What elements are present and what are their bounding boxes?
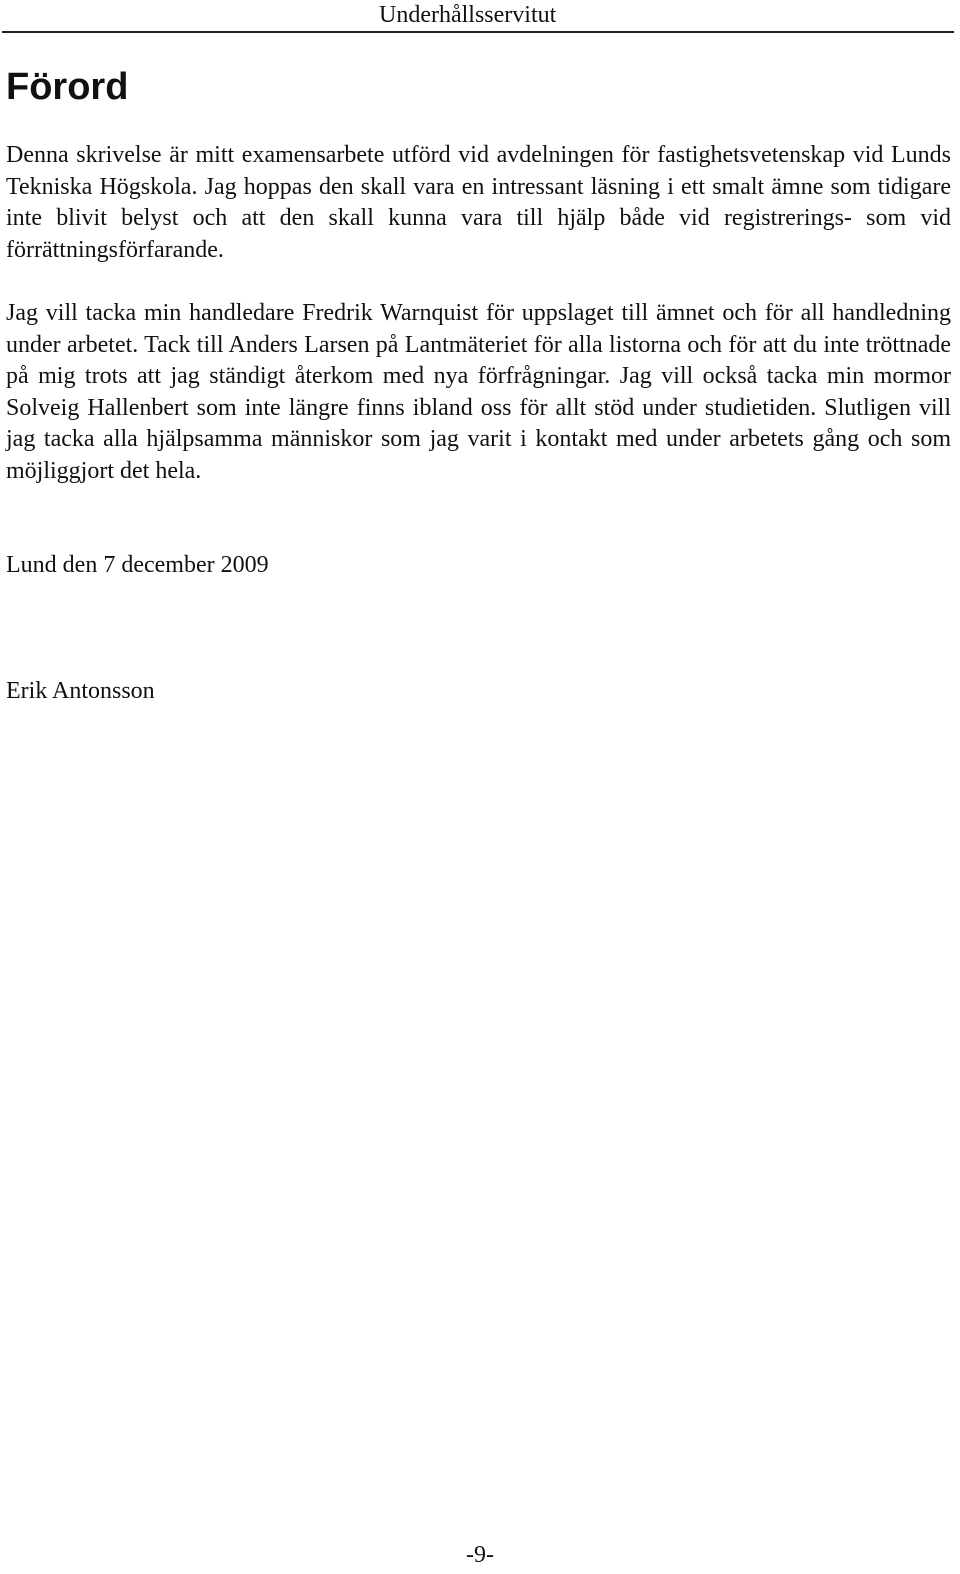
preface-paragraph-1: Denna skrivelse är mitt examensarbete utförd vid avdelningen för fastighetsvetenskap vid Lunds Tekniska Högskola. Jag hoppas den skall vara en intressant läsning i ett smalt ämne som tidigare inte blivit belyst och att den skall kunna vara till hjälp både vid registrerings- som vid förrättningsförfarande. bbox=[6, 142, 951, 263]
running-header-title: Underhållsservitut bbox=[379, 2, 557, 28]
author-signature: Erik Antonsson bbox=[6, 678, 155, 704]
date-line: Lund den 7 december 2009 bbox=[6, 552, 269, 578]
header-divider bbox=[2, 31, 954, 33]
preface-paragraph-2: Jag vill tacka min handledare Fredrik Warnquist för uppslaget till ämnet och för all handledning under arbetet. Tack till Anders Larsen på Lantmäteriet för alla listorna och för att du inte tröttnade på mig trots att jag ständigt återkom med nya förfrågningar. Jag vill också tacka min mormor Solveig Hallenbert som inte längre finns ibland oss för allt stöd under studietiden. Slutligen vill jag tacka alla hjälpsamma människor som jag varit i kontakt med under arbetets gång och som möjliggjort det hela. bbox=[6, 300, 951, 484]
page-number: -9- bbox=[466, 1542, 494, 1568]
page-title: Förord bbox=[6, 66, 129, 108]
